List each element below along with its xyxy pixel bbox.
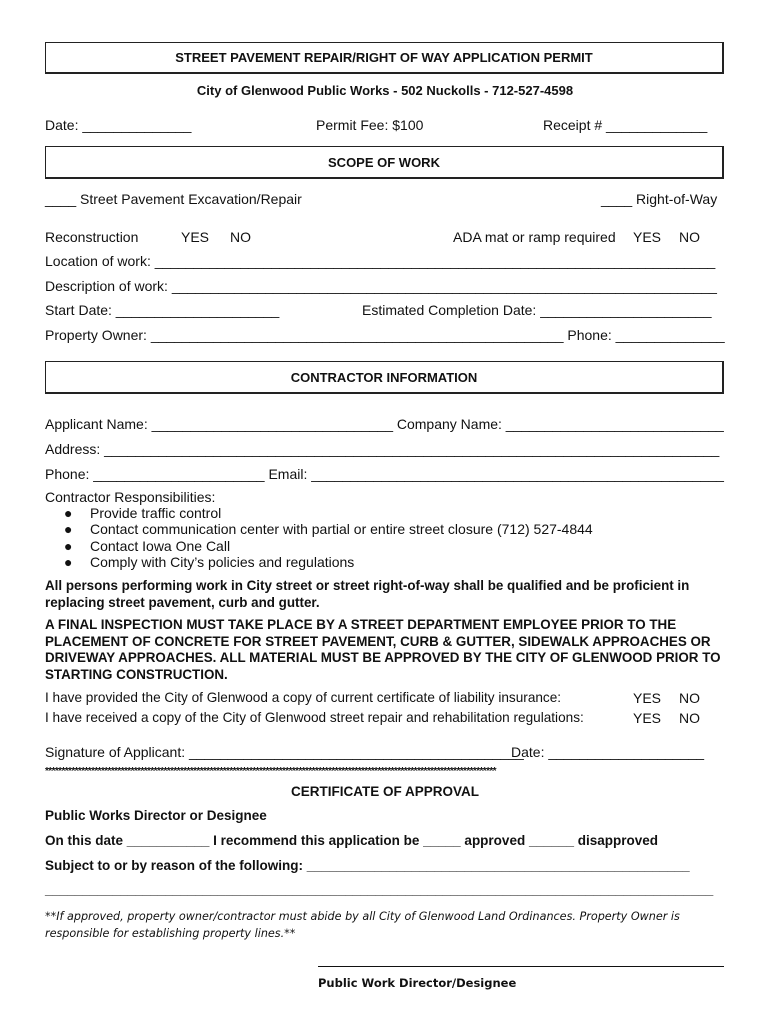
start-date-field[interactable]: Start Date: _____________________ <box>45 302 280 318</box>
qualification-statement: All persons performing work in City street or street right-of-way shall be qualified and be proficient in replacing street pavement, curb and gutter. <box>45 578 690 610</box>
list-item: ● Contact Iowa One Call <box>64 538 231 554</box>
description-field[interactable]: Description of work: ______________________________________________________________________ <box>45 278 717 294</box>
applicant-company-field[interactable]: Applicant Name: _______________________________ Company Name: ____________________________ <box>45 416 724 432</box>
contractor-heading-box <box>45 361 724 394</box>
responsibilities-label: Contractor Responsibilities: <box>45 489 216 505</box>
applicant-signature-field[interactable]: Signature of Applicant: ___________________________________________ <box>45 744 524 760</box>
bullet-icon: ● <box>64 554 73 570</box>
permit-title-box <box>45 42 724 74</box>
director-label: Public Works Director or Designee <box>45 808 267 823</box>
scope-heading-box <box>45 146 724 179</box>
property-owner-field[interactable]: Property Owner: _____________________________________________________ Phone: ______________ <box>45 327 725 343</box>
regulations-statement: I have received a copy of the City of Glenwood street repair and rehabilitation regulations: <box>45 710 584 725</box>
separator: ***************************************************************************************************************************************** <box>45 766 496 777</box>
permit-title: STREET PAVEMENT REPAIR/RIGHT OF WAY APPLICATION PERMIT <box>175 50 593 65</box>
bullet-icon: ● <box>64 521 73 537</box>
reconstruction-no[interactable]: NO <box>230 229 251 245</box>
list-item: ● Contact communication center with partial or entire street closure (712) 527-4844 <box>64 521 593 537</box>
ada-label: ADA mat or ramp required <box>453 229 616 245</box>
signature-date-field[interactable]: Date: ____________________ <box>511 744 705 760</box>
contractor-heading: CONTRACTOR INFORMATION <box>290 369 478 385</box>
final-inspection-notice: A FINAL INSPECTION MUST TAKE PLACE BY A STREET DEPARTMENT EMPLOYEE PRIOR TO THE PLACEMENT OF CONCRETE FOR STREET PAVEMENT, CURB & GUTTER, SIDEWALK APPROACHES OR DRIVEWAY APPROACHES. ALL MATERIAL MUST BE APPROVED BY THE CITY OF GLENWOOD PRIOR TO STARTING CONSTRUCTION. <box>45 617 721 682</box>
list-item: ● Provide traffic control <box>64 505 222 521</box>
director-signature-line[interactable] <box>318 966 724 967</box>
bullet-icon: ● <box>64 538 73 554</box>
director-signature-label: Public Work Director/Designee <box>318 976 517 990</box>
location-field[interactable]: Location of work: ________________________________________________________________________ <box>45 253 716 269</box>
completion-date-field[interactable]: Estimated Completion Date: ______________________ <box>362 302 712 318</box>
scope-heading: SCOPE OF WORK <box>328 154 440 170</box>
list-item: ● Comply with City’s policies and regulations <box>64 554 355 570</box>
approval-heading: CERTIFICATE OF APPROVAL <box>291 784 479 799</box>
regulations-yes[interactable]: YES <box>633 710 662 726</box>
recommendation-field[interactable]: On this date ___________ I recommend this application be _____ approved ______ disapproved <box>45 833 659 848</box>
reconstruction-yes[interactable]: YES <box>181 229 210 245</box>
ada-yes[interactable]: YES <box>633 229 662 245</box>
conditions-line[interactable]: _________________________________________________________________________________________ <box>45 882 714 897</box>
street-pavement-checkbox[interactable]: ____ Street Pavement Excavation/Repair <box>45 191 302 207</box>
phone-email-field[interactable]: Phone: ______________________ Email: _____________________________________________________ <box>45 466 724 482</box>
insurance-no[interactable]: NO <box>679 690 700 706</box>
reconstruction-label: Reconstruction <box>45 229 139 245</box>
public-works-address: City of Glenwood Public Works - 502 Nuckolls - 712-527-4598 <box>196 83 574 98</box>
conditions-field[interactable]: Subject to or by reason of the following: ___________________________________________________ <box>45 858 690 873</box>
insurance-statement: I have provided the City of Glenwood a copy of current certificate of liability insurance: <box>45 690 562 705</box>
address-field[interactable]: Address: _______________________________________________________________________________ <box>45 441 720 457</box>
insurance-yes[interactable]: YES <box>633 690 662 706</box>
date-field[interactable]: Date: ______________ <box>45 117 192 133</box>
right-of-way-checkbox[interactable]: ____ Right-of-Way <box>601 191 718 207</box>
permit-fee: Permit Fee: $100 <box>316 117 424 133</box>
approval-note: **If approved, property owner/contractor must abide by all City of Glenwood Land Ordinances. Property Owner is responsible for establishing property lines.** <box>45 910 680 940</box>
bullet-icon: ● <box>64 505 73 521</box>
receipt-field[interactable]: Receipt # _____________ <box>543 117 708 133</box>
ada-no[interactable]: NO <box>679 229 700 245</box>
regulations-no[interactable]: NO <box>679 710 700 726</box>
